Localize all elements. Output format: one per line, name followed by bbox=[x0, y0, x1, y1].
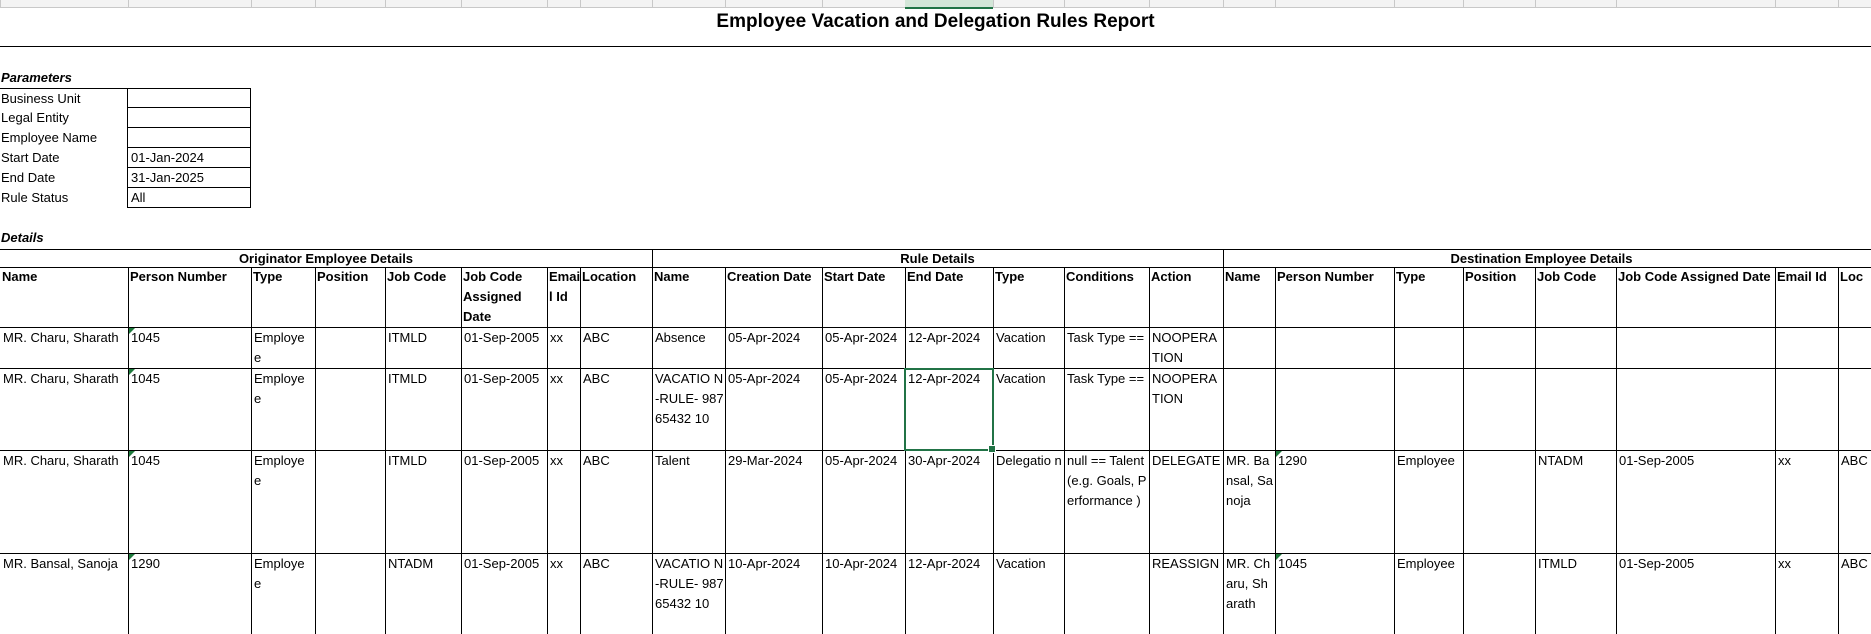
comment-indicator-icon bbox=[1276, 554, 1282, 560]
table-cell[interactable]: 01-Sep-2005 bbox=[1619, 453, 1695, 468]
parameter-label: Employee Name bbox=[1, 130, 98, 145]
table-cell[interactable] bbox=[1463, 554, 1535, 634]
table-cell[interactable]: 1290 bbox=[131, 556, 160, 571]
report-title: Employee Vacation and Delegation Rules Report bbox=[716, 11, 1155, 32]
comment-indicator-icon bbox=[129, 369, 135, 375]
column-header[interactable]: Job Code Assigned Date bbox=[463, 269, 523, 324]
table-cell[interactable]: MR. Bansal, Sanoja bbox=[3, 556, 118, 571]
column-header-separator bbox=[725, 0, 726, 7]
table-cell[interactable]: 12-Apr-2024 bbox=[908, 330, 981, 345]
comment-indicator-icon bbox=[1276, 451, 1282, 457]
table-cell[interactable]: NOOPERA TION bbox=[1152, 371, 1217, 406]
table-cell[interactable]: ABC bbox=[1841, 556, 1868, 571]
table-cell[interactable]: 05-Apr-2024 bbox=[825, 371, 898, 386]
table-cell[interactable]: ABC bbox=[1841, 453, 1868, 468]
column-header-separator bbox=[1149, 0, 1150, 7]
table-cell[interactable]: Vacation bbox=[996, 371, 1046, 386]
table-cell[interactable]: DELEGATE bbox=[1152, 453, 1221, 468]
parameters-label: Parameters bbox=[1, 70, 72, 85]
table-cell[interactable] bbox=[1275, 369, 1394, 450]
parameter-label: Legal Entity bbox=[1, 110, 69, 125]
table-cell[interactable]: 1045 bbox=[1278, 556, 1307, 571]
table-cell[interactable]: ITMLD bbox=[1538, 556, 1577, 571]
table-cell[interactable]: VACATIO N-RULE- 98765432 10 bbox=[655, 371, 724, 426]
column-header[interactable]: Name bbox=[1225, 269, 1261, 284]
table-cell[interactable]: Task Type == bbox=[1067, 371, 1145, 386]
table-cell[interactable]: Vacation bbox=[996, 556, 1046, 571]
column-header-separator bbox=[1064, 0, 1065, 7]
table-cell[interactable] bbox=[1275, 328, 1394, 368]
parameter-label: Start Date bbox=[1, 150, 60, 165]
table-cell[interactable]: REASSIGN bbox=[1152, 556, 1220, 571]
table-cell[interactable]: 01-Sep-2005 bbox=[1619, 556, 1695, 571]
column-header[interactable]: Type bbox=[1396, 269, 1426, 284]
table-cell[interactable]: 05-Apr-2024 bbox=[825, 453, 898, 468]
table-cell[interactable]: xx bbox=[550, 330, 563, 345]
table-cell[interactable]: xx bbox=[550, 556, 563, 571]
column-header[interactable]: Job Code bbox=[1537, 269, 1597, 284]
parameter-label: End Date bbox=[1, 170, 56, 185]
column-header[interactable]: Creation Date bbox=[727, 269, 812, 284]
column-header-separator bbox=[1616, 0, 1617, 7]
parameter-label: Rule Status bbox=[1, 190, 69, 205]
column-header[interactable]: Start Date bbox=[824, 269, 886, 284]
table-cell[interactable]: 1045 bbox=[131, 330, 160, 345]
comment-indicator-icon bbox=[129, 554, 135, 560]
table-cell[interactable]: 30-Apr-2024 bbox=[908, 453, 981, 468]
table-cell[interactable]: Task Type == bbox=[1067, 330, 1145, 345]
table-cell[interactable]: null == Talent (e.g. Goals, Performance ) bbox=[1067, 453, 1147, 508]
column-header[interactable]: Action bbox=[1151, 269, 1192, 284]
column-header-separator bbox=[1223, 0, 1224, 7]
table-cell[interactable]: ABC bbox=[583, 453, 610, 468]
table-cell[interactable]: ABC bbox=[583, 330, 610, 345]
table-cell[interactable] bbox=[1535, 369, 1616, 450]
group-header-top-border bbox=[0, 249, 1871, 250]
parameter-value[interactable] bbox=[127, 128, 251, 148]
table-cell[interactable] bbox=[1616, 328, 1775, 368]
table-cell[interactable]: MR. Charu, Sharath bbox=[3, 371, 119, 386]
column-header-separator bbox=[461, 0, 462, 7]
title-divider bbox=[0, 46, 1871, 47]
table-cell[interactable]: ITMLD bbox=[388, 330, 427, 345]
table-cell[interactable]: MR. Charu, Sharath bbox=[3, 453, 119, 468]
group-separator bbox=[652, 249, 653, 267]
table-cell[interactable] bbox=[315, 328, 385, 368]
column-header[interactable]: End Date bbox=[907, 269, 964, 284]
column-header-separator bbox=[385, 0, 386, 7]
table-cell[interactable]: 1045 bbox=[131, 371, 160, 386]
group-header-destination: Destination Employee Details bbox=[1450, 251, 1633, 266]
parameter-value[interactable] bbox=[127, 88, 251, 108]
table-cell[interactable]: 01-Sep-2005 bbox=[464, 330, 540, 345]
comment-indicator-icon bbox=[129, 328, 135, 334]
table-cell[interactable]: VACATIO N-RULE- 98765432 10 bbox=[655, 556, 724, 611]
table-cell[interactable]: Employe e bbox=[254, 453, 305, 488]
column-header[interactable]: Type bbox=[995, 269, 1025, 284]
column-header-separator bbox=[822, 0, 823, 7]
table-cell[interactable]: 05-Apr-2024 bbox=[728, 371, 801, 386]
table-cell[interactable] bbox=[1616, 369, 1775, 450]
column-header[interactable]: Job Code Assigned Date bbox=[1618, 269, 1771, 284]
column-header-separator bbox=[1535, 0, 1536, 7]
table-cell[interactable]: MR. Bansal, Sanoja bbox=[1226, 453, 1273, 508]
table-cell[interactable]: MR. Charu, Sharath bbox=[1226, 556, 1271, 611]
table-cell[interactable]: 01-Sep-2005 bbox=[464, 371, 540, 386]
column-header-separator bbox=[0, 0, 1, 7]
column-header-separator bbox=[652, 0, 653, 7]
parameter-value[interactable]: 01-Jan-2024 bbox=[127, 148, 251, 168]
table-cell[interactable] bbox=[1394, 328, 1463, 368]
table-cell[interactable] bbox=[1463, 328, 1535, 368]
column-header[interactable]: Email Id bbox=[1777, 269, 1827, 284]
column-header-separator bbox=[315, 0, 316, 7]
column-header[interactable]: Job Code bbox=[387, 269, 447, 284]
table-cell[interactable]: Employe e bbox=[254, 371, 305, 406]
group-header-rule: Rule Details bbox=[900, 251, 975, 266]
table-cell[interactable] bbox=[1463, 451, 1535, 553]
parameter-value[interactable]: All bbox=[127, 188, 251, 208]
table-cell[interactable]: NTADM bbox=[388, 556, 434, 571]
group-header-originator: Originator Employee Details bbox=[238, 251, 414, 266]
comment-indicator-icon bbox=[129, 451, 135, 457]
column-header[interactable]: Person Number bbox=[130, 269, 227, 284]
column-header[interactable]: Position bbox=[317, 269, 369, 284]
table-cell[interactable] bbox=[1223, 369, 1275, 450]
table-cell[interactable]: Employe e bbox=[254, 330, 305, 365]
parameter-value[interactable]: 31-Jan-2025 bbox=[127, 168, 251, 188]
table-cell[interactable] bbox=[1223, 328, 1275, 368]
column-header-separator bbox=[1394, 0, 1395, 7]
table-cell[interactable]: NTADM bbox=[1538, 453, 1584, 468]
parameter-value[interactable] bbox=[127, 108, 251, 128]
table-cell[interactable]: Employee bbox=[1397, 453, 1455, 468]
column-header-separator bbox=[1838, 0, 1839, 7]
table-cell[interactable]: Employee bbox=[1397, 556, 1455, 571]
table-cell[interactable]: ABC bbox=[583, 371, 610, 386]
table-cell[interactable]: xx bbox=[550, 371, 563, 386]
table-cell[interactable]: ABC bbox=[583, 556, 610, 571]
column-header[interactable]: Person Number bbox=[1277, 269, 1374, 284]
column-header-separator bbox=[1775, 0, 1776, 7]
table-cell[interactable]: xx bbox=[1778, 453, 1791, 468]
table-cell[interactable]: Employe e bbox=[254, 556, 305, 591]
group-separator bbox=[1223, 249, 1224, 267]
table-cell[interactable] bbox=[315, 451, 385, 553]
column-header[interactable]: Name bbox=[654, 269, 690, 284]
table-cell[interactable]: Delegatio n bbox=[996, 453, 1062, 468]
table-cell[interactable]: 10-Apr-2024 bbox=[825, 556, 898, 571]
column-header[interactable]: Name bbox=[2, 269, 38, 284]
column-header-separator bbox=[993, 0, 994, 7]
table-cell[interactable] bbox=[1535, 328, 1616, 368]
table-cell[interactable] bbox=[1064, 554, 1149, 634]
table-cell[interactable] bbox=[315, 369, 385, 450]
table-cell[interactable]: 12-Apr-2024 bbox=[908, 371, 981, 386]
table-cell[interactable]: Vacation bbox=[996, 330, 1046, 345]
table-cell[interactable] bbox=[1838, 369, 1871, 450]
table-cell[interactable]: xx bbox=[550, 453, 563, 468]
table-cell[interactable]: ITMLD bbox=[388, 371, 427, 386]
table-cell[interactable]: 01-Sep-2005 bbox=[464, 556, 540, 571]
column-header[interactable]: Position bbox=[1465, 269, 1517, 284]
table-cell[interactable]: MR. Charu, Sharath bbox=[3, 330, 119, 345]
table-cell[interactable] bbox=[1394, 369, 1463, 450]
table-cell[interactable]: 1045 bbox=[131, 453, 160, 468]
parameter-label: Business Unit bbox=[0, 88, 128, 108]
table-cell[interactable]: 12-Apr-2024 bbox=[908, 556, 981, 571]
column-header[interactable]: Location bbox=[582, 269, 637, 284]
table-cell[interactable] bbox=[1775, 328, 1838, 368]
table-cell[interactable]: Absence bbox=[655, 330, 706, 345]
table-cell[interactable]: 05-Apr-2024 bbox=[825, 330, 898, 345]
table-cell[interactable] bbox=[1775, 369, 1838, 450]
table-cell[interactable] bbox=[315, 554, 385, 634]
table-cell[interactable]: Talent bbox=[655, 453, 690, 468]
table-cell[interactable]: ITMLD bbox=[388, 453, 427, 468]
column-header-separator bbox=[580, 0, 581, 7]
column-header[interactable]: Emai l Id bbox=[549, 269, 581, 304]
column-header-separator bbox=[1275, 0, 1276, 7]
column-header[interactable]: Conditions bbox=[1066, 269, 1134, 284]
table-cell[interactable]: 01-Sep-2005 bbox=[464, 453, 540, 468]
table-cell[interactable]: 10-Apr-2024 bbox=[728, 556, 801, 571]
table-cell[interactable]: 05-Apr-2024 bbox=[728, 330, 801, 345]
table-cell[interactable]: xx bbox=[1778, 556, 1791, 571]
table-cell[interactable]: 1290 bbox=[1278, 453, 1307, 468]
column-header[interactable]: Loc bbox=[1840, 269, 1864, 284]
column-header-separator bbox=[547, 0, 548, 7]
column-header-separator bbox=[128, 0, 129, 7]
column-header-separator bbox=[251, 0, 252, 7]
table-cell[interactable]: NOOPERA TION bbox=[1152, 330, 1217, 365]
fill-handle[interactable] bbox=[988, 445, 996, 453]
column-header[interactable]: Type bbox=[253, 269, 283, 284]
details-label: Details bbox=[1, 230, 44, 245]
column-header-bar[interactable] bbox=[0, 0, 1871, 8]
selected-cell-outline[interactable] bbox=[904, 368, 994, 451]
table-cell[interactable]: 29-Mar-2024 bbox=[728, 453, 803, 468]
table-cell[interactable] bbox=[1838, 328, 1871, 368]
column-header-separator bbox=[1463, 0, 1464, 7]
table-cell[interactable] bbox=[1463, 369, 1535, 450]
